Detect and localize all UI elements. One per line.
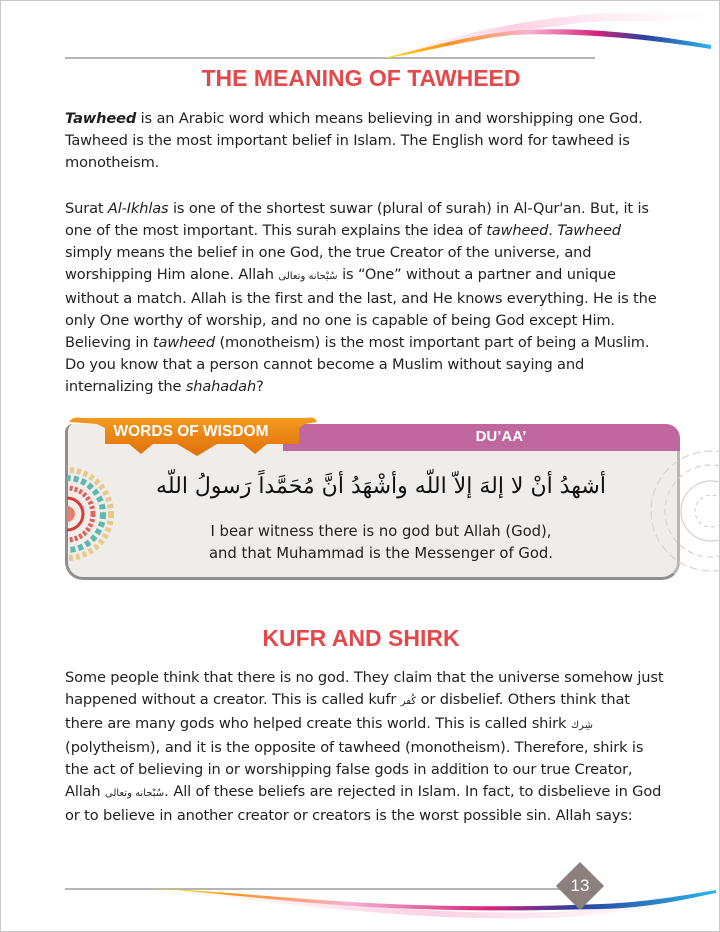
section-title-kufr-shirk: KUFR AND SHIRK — [262, 625, 460, 651]
arabic-kufr: كُفر — [400, 696, 417, 707]
arabic-honorific: سُبْحانه وتعالى — [278, 271, 338, 282]
shahadah-translation: I bear witness there is no god but Allah (God), and that Muhammad is the Messenger of God. — [208, 523, 554, 562]
mandala-ornament-icon — [67, 467, 115, 561]
section-title-tawheed: THE MEANING OF TAWHEED — [201, 65, 521, 91]
paragraph-kufr-shirk: Some people think that there is no god. They claim that the universe somehow just happened without a creator. This is called kufr كُفر or disbelief. Others think that there are many gods who helped create this world. This is called shirk شِرك (polytheism), and it is the opposite of tawheed (monotheism). Therefore, shirk is the act of believing in or worshipping false gods in addition to our true Creator, Allah سُبْحانه وتعالى. All of these beliefs are rejected in Islam. In fact, to disbelieve in God or to believe in another creator or creators is the worst possible sin. Allah says: — [65, 669, 664, 824]
arabic-shirk: شِرك — [570, 720, 593, 731]
footer-swoosh-decoration — [151, 886, 716, 926]
paragraph-tawheed-definition: Tawheed is an Arabic word which means believing in and worshipping one God. Tawheed is the most important belief in Islam. The English word for tawheed is monotheism. — [65, 110, 643, 171]
page-number: 13 — [570, 876, 590, 895]
header-swoosh-decoration — [381, 9, 711, 61]
shahadah-arabic: أشهدُ أنْ لا إلهَ إلاّ اللّه وأشْهَدُ أنَّ مُحَمَّداً رَسولُ اللّه — [156, 474, 606, 499]
paragraph-al-ikhlas: Surat Al-Ikhlas is one of the shortest suwar (plural of surah) in Al-Qur'an. But, it is one of the most important. This surah explains the idea of tawheed. Tawheed simply means the belief in one God, the true Creator of the universe, and worshipping Him alone. Allah سُبْحانه وتعالى is “One” without a partner and unique without a match. Allah is the first and the last, and He knows everything. He is the only One worthy of worship, and no one is capable of being God except Him. Believing in tawheed (monotheism) is the most important part of being a Muslim. Do you know that a person cannot become a Muslim without saying and internalizing the shahadah? — [65, 200, 657, 395]
arabic-honorific: سُبْحانه وتعالى — [105, 788, 165, 799]
words-of-wisdom-label: WORDS OF WISDOM — [113, 423, 269, 440]
duaa-label: DU’AA’ — [475, 428, 527, 445]
mandala-watermark-icon — [641, 441, 720, 581]
term-tawheed: Tawheed — [65, 110, 137, 127]
